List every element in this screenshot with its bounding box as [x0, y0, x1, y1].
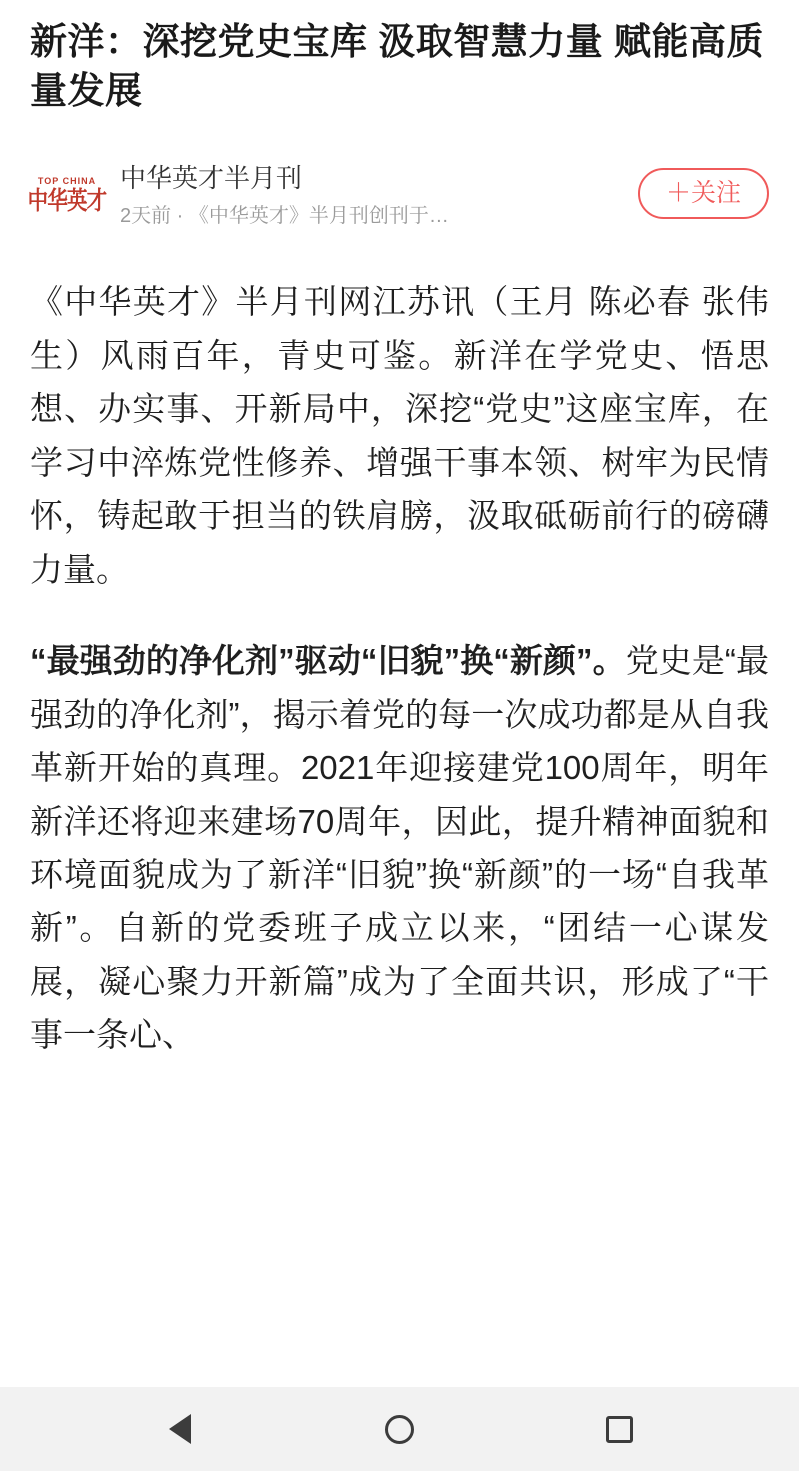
publisher-logo-main-text: 中华英才: [27, 186, 107, 216]
publisher-logo-top-text: TOP CHINA: [37, 176, 97, 187]
back-icon[interactable]: [150, 1399, 210, 1459]
publisher-meta: 2天前 · 《中华英才》半月刊创刊于…: [120, 205, 449, 228]
byline-text[interactable]: [120, 160, 628, 230]
publisher-logo-icon: [27, 160, 107, 226]
publisher-name: 中华英才半月刊: [120, 162, 303, 193]
home-icon[interactable]: [369, 1399, 429, 1459]
article-paragraph: [30, 634, 769, 1062]
follow-button[interactable]: ＋关注: [638, 168, 769, 219]
article-paragraph: [30, 275, 769, 596]
paragraph-lead: “最强劲的净化剂”驱动“旧貌”换“新颜”。: [30, 642, 626, 680]
paragraph-text: 《中华英才》半月刊网江苏讯（王月 陈必春 张伟生）风雨百年，青史可鉴。新洋在学党史、悟思想、办实事、开新局中，深挖“党史”这座宝库，在学习中淬炼党性修养、增强干事本领、树牢为民情怀，铸起敢于担当的铁肩膀，汲取砥砺前行的磅礴力量。: [30, 283, 769, 588]
page-title: 新洋：深挖党史宝库 汲取智慧力量 赋能高质量发展: [30, 21, 765, 111]
paragraph-text: 党史是“最强劲的净化剂”，揭示着党的每一次成功都是从自我革新开始的真理。2021年迎接建党100周年，明年新洋还将迎来建场70周年，因此，提升精神面貌和环境面貌成为了新洋“旧貌”换“新颜”的一场“自我革新”。自新的党委班子成立以来，“团结一心谋发展，凝心聚力开新篇”成为了全面共识，形成了“干事一条心、: [30, 642, 769, 1054]
byline: [27, 160, 769, 230]
android-navigation-bar: [0, 1387, 799, 1471]
recents-icon[interactable]: [589, 1399, 649, 1459]
